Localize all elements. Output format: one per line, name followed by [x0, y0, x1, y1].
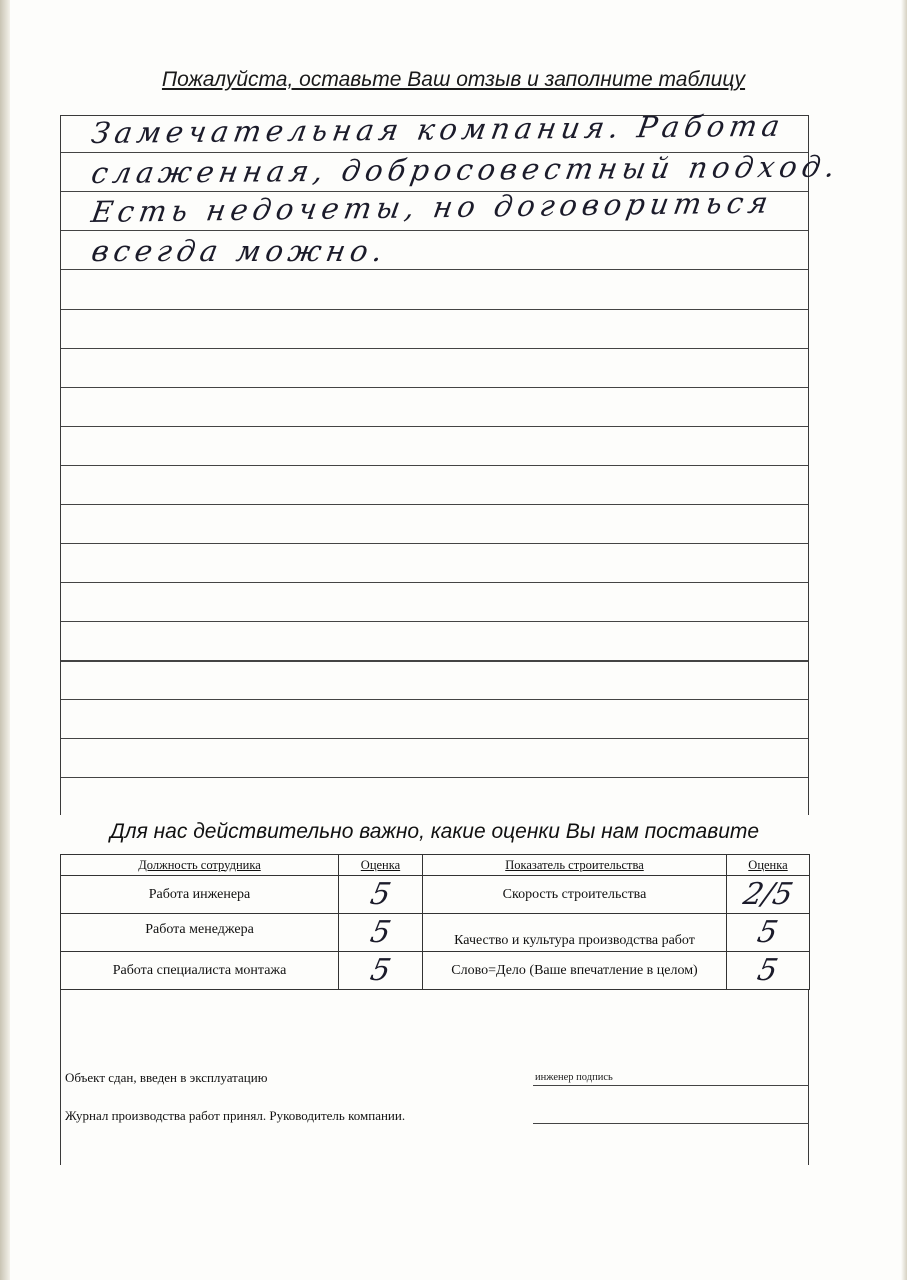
score-cell[interactable]	[727, 952, 810, 990]
handwritten-score: 2/5	[740, 877, 796, 912]
ruled-line	[61, 699, 808, 700]
review-line-1: Замечательная компания. Работа	[89, 108, 788, 150]
review-ruled-area	[60, 108, 843, 815]
ruled-line	[61, 543, 808, 544]
handwritten-score: 5	[754, 953, 782, 988]
column-header-score: Оценка	[339, 855, 423, 876]
journal-accepted-text: Журнал производства работ принял. Руководитель компании.	[65, 1108, 406, 1123]
ruled-line	[61, 777, 808, 778]
ruled-line	[61, 738, 808, 739]
handwritten-score: 5	[367, 915, 394, 950]
signature-line[interactable]	[533, 1085, 809, 1086]
indicator-cell	[423, 914, 727, 952]
ruled-line	[61, 582, 808, 583]
position-cell: Работа специалиста монтажа	[61, 952, 339, 990]
ratings-heading: Для нас действительно важно, какие оценки Вы нам поставите	[109, 820, 760, 843]
ruled-line	[61, 230, 808, 231]
ruled-line	[61, 504, 808, 505]
table-row	[61, 914, 810, 952]
position-cell: Работа инженера	[61, 876, 339, 914]
indicator-label: Качество и культура производства работ	[454, 933, 695, 948]
score-cell[interactable]	[339, 914, 423, 952]
indicator-cell: Скорость строительства	[423, 876, 727, 914]
ruled-line	[61, 309, 808, 310]
signature-label: инженер подпись	[535, 1072, 613, 1083]
ruled-line	[61, 621, 808, 622]
handwritten-score: 5	[754, 915, 782, 950]
position-label: Работа менеджера	[145, 922, 254, 937]
indicator-cell: Слово=Дело (Ваше впечатление в целом)	[423, 952, 727, 990]
ruled-line	[61, 426, 808, 427]
ruled-line	[61, 387, 808, 388]
score-cell[interactable]	[339, 952, 423, 990]
page-edge-shadow	[901, 0, 907, 1280]
ratings-header-row	[61, 855, 810, 876]
review-line-2: слаженная, добросовестный подход.	[89, 149, 843, 190]
handwritten-score: 5	[367, 953, 394, 988]
column-header-position: Должность сотрудника	[61, 855, 339, 876]
page-edge-shadow	[0, 0, 10, 1280]
position-cell	[61, 914, 339, 952]
score-cell[interactable]	[727, 914, 810, 952]
ratings-table	[60, 854, 810, 990]
signature-line[interactable]	[533, 1123, 809, 1124]
object-delivered-text: Объект сдан, введен в эксплуатацию	[65, 1070, 268, 1085]
score-cell[interactable]	[727, 876, 810, 914]
ruled-line	[61, 348, 808, 349]
review-line-4: всегда можно.	[89, 234, 391, 268]
handwritten-score: 5	[367, 877, 394, 912]
score-cell[interactable]	[339, 876, 423, 914]
table-row	[61, 876, 810, 914]
ruled-line	[61, 465, 808, 466]
ruled-line	[61, 269, 808, 270]
form-heading: Пожалуйста, оставьте Ваш отзыв и заполните таблицу	[161, 68, 746, 91]
review-line-3: Есть недочеты, но договориться	[89, 185, 776, 229]
column-header-score: Оценка	[727, 855, 810, 876]
ruled-line	[61, 660, 808, 662]
column-header-indicator: Показатель строительства	[423, 855, 727, 876]
table-row	[61, 952, 810, 990]
